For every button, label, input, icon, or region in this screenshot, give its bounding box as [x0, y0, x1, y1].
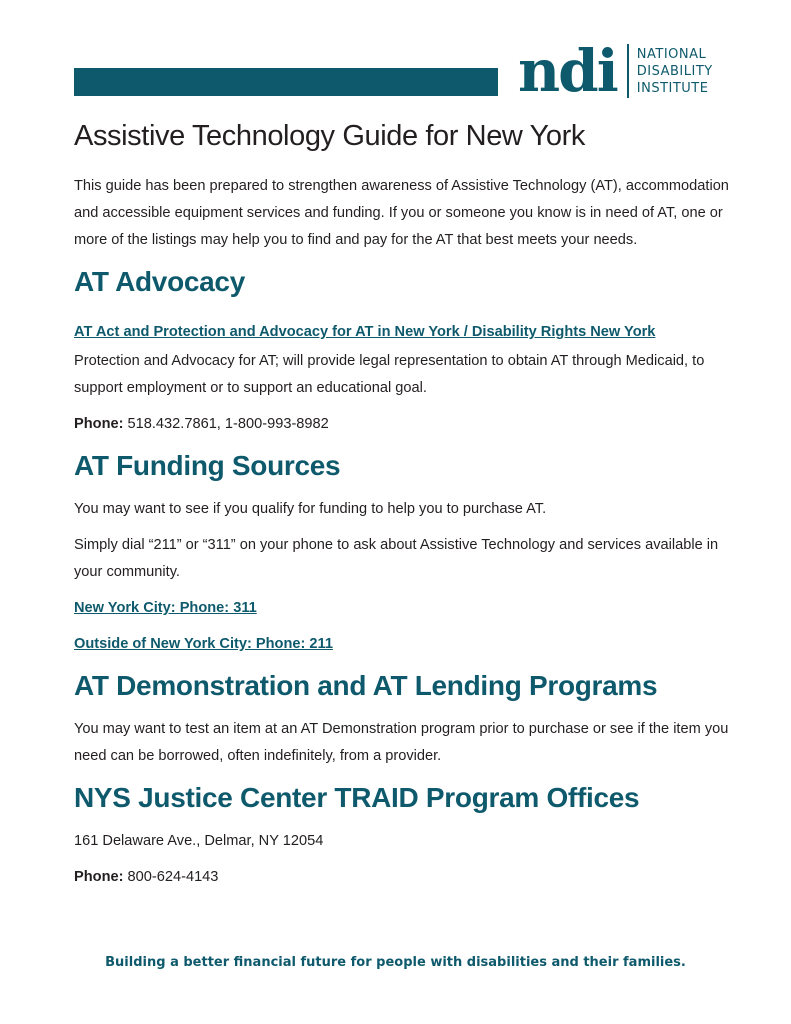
funding-text-2: Simply dial “211” or “311” on your phone to ask about Assistive Technology and services available in your community. [74, 537, 719, 580]
document-body [74, 120, 734, 900]
page-title: Assistive Technology Guide for New York [74, 120, 585, 152]
header-bar [74, 68, 498, 96]
advocacy-phone-number: 518.432.7861, 1-800-993-8982 [127, 416, 329, 432]
advocacy-phone [74, 411, 734, 438]
demo-text: You may want to test an item at an AT Demonstration program prior to purchase or see if the item you need can be borrowed, often indefinitely, from a provider. [74, 721, 729, 764]
advocacy-link-line [74, 322, 734, 342]
logo-divider [627, 44, 629, 98]
advocacy-link[interactable]: AT Act and Protection and Advocacy for AT in New York / Disability Rights New York [74, 324, 656, 340]
phone-label: Phone: [74, 416, 124, 432]
ndi-logo [518, 37, 713, 105]
traid-phone-number: 800-624-4143 [127, 869, 219, 885]
phone-label: Phone: [74, 869, 124, 885]
funding-text-1: You may want to see if you qualify for funding to help you to purchase AT. [74, 501, 547, 517]
heading-at-demonstration: AT Demonstration and AT Lending Programs [74, 670, 658, 701]
footer-tagline: Building a better financial future for people with disabilities and their families. [105, 955, 686, 970]
heading-at-advocacy: AT Advocacy [74, 266, 245, 297]
logo-wordmark [637, 46, 713, 97]
logo-line-3: INSTITUTE [636, 80, 709, 96]
funding-link-1-line [74, 595, 734, 622]
heading-at-funding-sources: AT Funding Sources [74, 450, 341, 481]
logo-mark: ndi [518, 37, 617, 105]
intro-paragraph: This guide has been prepared to strengthen awareness of Assistive Technology (AT), accommodation and accessible equipment services and funding. If you or someone you know is in need of AT, one or more of the listings may help you to find and pay for the AT that best meets your needs. [74, 178, 729, 248]
traid-phone [74, 864, 734, 891]
logo-line-2: DISABILITY [636, 63, 713, 79]
traid-address: 161 Delaware Ave., Delmar, NY 12054 [74, 833, 324, 849]
outside-nyc-phone-link[interactable]: Outside of New York City: Phone: 211 [74, 636, 333, 652]
nyc-phone-link[interactable]: New York City: Phone: 311 [74, 600, 257, 616]
heading-traid-offices: NYS Justice Center TRAID Program Offices [74, 782, 640, 813]
logo-line-1: NATIONAL [636, 46, 707, 62]
advocacy-description: Protection and Advocacy for AT; will provide legal representation to obtain AT through Medicaid, to support employment or to support an educational goal. [74, 353, 705, 396]
funding-link-2-line [74, 631, 734, 658]
